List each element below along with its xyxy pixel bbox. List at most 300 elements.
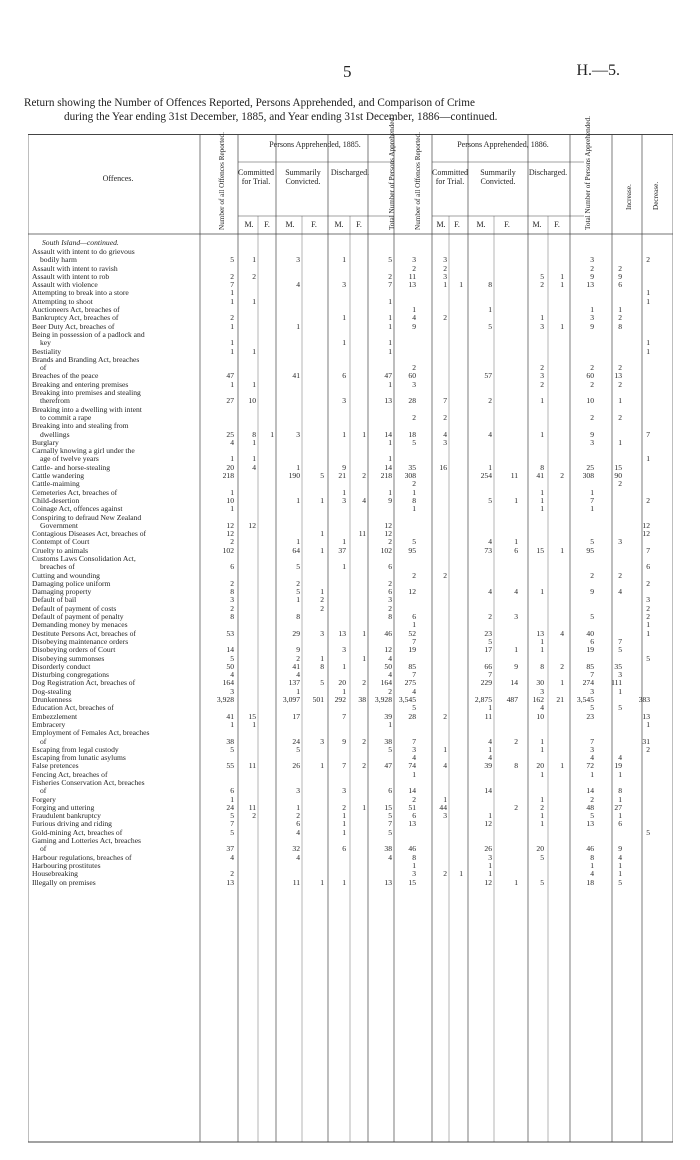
- table-row: [28, 630, 673, 638]
- cell-col-9: 60: [408, 371, 416, 381]
- cell-col-14: 2: [540, 280, 544, 290]
- table-row: [28, 364, 673, 372]
- offence-label: Default of payment of costs: [32, 604, 117, 613]
- table-row: [28, 638, 673, 646]
- offence-label: Harbour regulations, breaches of: [32, 853, 132, 862]
- table-row: [28, 422, 673, 430]
- table-row: [28, 497, 673, 505]
- offence-label: Cutting and wounding: [32, 571, 100, 580]
- cell-col-8: 1: [388, 487, 392, 497]
- cell-col-17: 2: [618, 479, 622, 489]
- header-committed-1885: Committed for Trial.: [238, 168, 274, 186]
- cell-col-14: 5: [540, 271, 544, 281]
- cell-col-18: 7: [646, 429, 650, 439]
- table-row: [28, 281, 673, 289]
- cell-col-5: 1: [320, 545, 324, 555]
- cell-col-8: 47: [384, 761, 392, 771]
- cell-col-16: 3: [590, 255, 594, 265]
- cell-col-9: 4: [412, 313, 416, 323]
- cell-col-18: 2: [646, 612, 650, 622]
- cell-col-17: 7: [618, 636, 622, 646]
- table-row: [28, 265, 673, 273]
- cell-col-4: 4: [296, 852, 300, 862]
- cell-col-16: 18: [586, 877, 594, 887]
- cell-col-9: 6: [412, 811, 416, 821]
- table-row: [28, 372, 673, 380]
- cell-col-9: 7: [412, 670, 416, 680]
- cell-col-12: 5: [488, 321, 492, 331]
- cell-col-9: 1: [412, 620, 416, 630]
- cell-col-17: 4: [618, 587, 622, 597]
- cell-col-14: 13: [536, 628, 544, 638]
- cell-col-17: 3: [618, 670, 622, 680]
- cell-col-17: 1: [618, 769, 622, 779]
- offence-label: Bankruptcy Act, breaches of: [32, 314, 119, 323]
- cell-col-14: 1: [540, 811, 544, 821]
- cell-col-16: 1: [590, 305, 594, 315]
- cell-col-1: 2: [230, 578, 234, 588]
- cell-col-13: 2: [514, 802, 518, 812]
- cell-col-8: 2: [388, 686, 392, 696]
- cell-col-14: 1: [540, 736, 544, 746]
- cell-col-8: 15: [384, 802, 392, 812]
- cell-col-7: 2: [362, 471, 366, 481]
- cell-col-15: 4: [560, 628, 564, 638]
- cell-col-1: 55: [226, 761, 234, 771]
- cell-col-18: 1: [646, 719, 650, 729]
- cell-col-4: 1: [296, 495, 300, 505]
- cell-col-14: 1: [540, 645, 544, 655]
- table-row: [28, 331, 673, 339]
- cell-col-1: 218: [222, 471, 234, 481]
- table-row: [28, 879, 673, 887]
- cell-col-10: 3: [443, 271, 447, 281]
- cell-col-14: 3: [540, 686, 544, 696]
- cell-col-17: 8: [618, 321, 622, 331]
- cell-col-8: 2: [388, 271, 392, 281]
- cell-col-2: 2: [252, 811, 256, 821]
- mf-label-7: F.: [454, 220, 460, 229]
- cell-col-14: 30: [536, 678, 544, 688]
- cell-col-4: 2: [296, 578, 300, 588]
- cell-col-16: 5: [590, 703, 594, 713]
- table-row: [28, 588, 673, 596]
- cell-col-18: 1: [646, 620, 650, 630]
- cell-col-10: 2: [443, 570, 447, 580]
- cell-col-16: 10: [586, 396, 594, 406]
- cell-col-17: 35: [614, 661, 622, 671]
- cell-col-1: 37: [226, 844, 234, 854]
- section-heading: South Island—continued.: [42, 238, 119, 247]
- cell-col-8: 218: [380, 471, 392, 481]
- cell-col-8: 1: [388, 321, 392, 331]
- offence-label: Assault with intent to do grievous: [32, 248, 135, 256]
- cell-col-12: 4: [488, 429, 492, 439]
- cell-col-10: 7: [443, 396, 447, 406]
- cell-col-7: 1: [362, 653, 366, 663]
- cell-col-9: 85: [408, 661, 416, 671]
- offence-label: Fisheries Conservation Act, breaches: [32, 779, 145, 787]
- cell-col-9: 7: [412, 636, 416, 646]
- cell-col-1: 2: [230, 869, 234, 879]
- cell-col-14: 10: [536, 711, 544, 721]
- offence-label: Brands and Branding Act, breaches: [32, 355, 140, 364]
- cell-col-8: 4: [388, 670, 392, 680]
- cell-col-1: 5: [230, 811, 234, 821]
- cell-col-9: 6: [412, 612, 416, 622]
- cell-col-6: 20: [338, 678, 346, 688]
- table-row: [28, 538, 673, 546]
- cell-col-1: 164: [222, 678, 234, 688]
- table-row: [28, 406, 673, 414]
- cell-col-12: 11: [484, 711, 492, 721]
- cell-col-14: 1: [540, 819, 544, 829]
- cell-col-10: 16: [439, 462, 447, 472]
- table-row: [28, 447, 673, 455]
- table-row: [28, 563, 673, 571]
- header-discharged-1886: Discharged.: [528, 168, 568, 177]
- mf-label-2: M.: [285, 220, 295, 229]
- cell-col-8: 12: [384, 645, 392, 655]
- cell-col-18: 2: [646, 255, 650, 265]
- cell-col-10: 1: [443, 744, 447, 754]
- cell-col-16: 2: [590, 570, 594, 580]
- cell-col-16: 4: [590, 753, 594, 763]
- cell-col-8: 1: [388, 346, 392, 356]
- cell-col-16: 25: [586, 462, 594, 472]
- offence-label: Cemeteries Act, breaches of: [32, 488, 118, 497]
- table-row: [28, 356, 673, 364]
- cell-col-14: 1: [540, 396, 544, 406]
- cell-col-4: 1: [296, 595, 300, 605]
- table-row: [28, 721, 673, 729]
- cell-col-1: 4: [230, 852, 234, 862]
- cell-col-9: 4: [412, 753, 416, 763]
- cell-col-17: 3: [618, 537, 622, 547]
- cell-col-17: 9: [618, 271, 622, 281]
- cell-col-2: 12: [248, 520, 256, 530]
- cell-col-5: 1: [320, 653, 324, 663]
- cell-col-17: 1: [618, 869, 622, 879]
- cell-col-18: 1: [646, 296, 650, 306]
- cell-col-10: 2: [443, 412, 447, 422]
- cell-col-6: 2: [342, 802, 346, 812]
- cell-col-9: 3,545: [398, 695, 416, 705]
- cell-col-1: 6: [230, 786, 234, 796]
- cell-col-10: 2: [443, 313, 447, 323]
- cell-col-6: 1: [342, 661, 346, 671]
- cell-col-6: 21: [338, 471, 346, 481]
- cell-col-18: 3: [646, 595, 650, 605]
- cell-col-16: 60: [586, 371, 594, 381]
- cell-col-12: 2: [488, 396, 492, 406]
- cell-col-12: 1: [488, 462, 492, 472]
- mf-label-0: M.: [244, 220, 254, 229]
- table-row: [28, 754, 673, 762]
- cell-col-17: 2: [618, 412, 622, 422]
- cell-col-6: 1: [342, 487, 346, 497]
- cell-col-9: 5: [412, 537, 416, 547]
- header-summarily-1886: Summarily Convicted.: [480, 168, 516, 186]
- cell-col-9: 275: [404, 678, 416, 688]
- cell-col-1: 6: [230, 562, 234, 572]
- cell-col-11: 1: [459, 869, 463, 879]
- cell-col-1: 4: [230, 437, 234, 447]
- page-reference: H.—5.: [576, 62, 620, 79]
- cell-col-16: 23: [586, 711, 594, 721]
- cell-col-4: 1: [296, 686, 300, 696]
- cell-col-13: 14: [510, 678, 518, 688]
- cell-col-4: 24: [292, 736, 300, 746]
- table-row: [28, 547, 673, 555]
- cell-col-2: 1: [252, 437, 256, 447]
- table-row: [28, 472, 673, 480]
- cell-col-12: 26: [484, 844, 492, 854]
- cell-col-9: 2: [412, 570, 416, 580]
- cell-col-12: 254: [480, 471, 492, 481]
- cell-col-16: 40: [586, 628, 594, 638]
- table-row: [28, 314, 673, 322]
- cell-col-17: 1: [618, 437, 622, 447]
- cell-col-10: 3: [443, 437, 447, 447]
- cell-col-13: 1: [514, 495, 518, 505]
- cell-col-9: 18: [408, 429, 416, 439]
- cell-col-4: 4: [296, 670, 300, 680]
- cell-col-1: 1: [230, 719, 234, 729]
- header-decrease: Decrease.: [652, 181, 660, 210]
- offence-label: Breaches of the peace: [32, 372, 99, 381]
- cell-col-14: 1: [540, 504, 544, 514]
- cell-col-8: 39: [384, 711, 392, 721]
- table-row: [28, 845, 673, 853]
- offence-label: Demanding money by menaces: [32, 621, 128, 630]
- offence-label: Breaking into and stealing from: [32, 422, 129, 431]
- cell-col-17: 1: [618, 860, 622, 870]
- cell-col-4: 4: [296, 827, 300, 837]
- cell-col-18: 6: [646, 562, 650, 572]
- cell-col-2: 1: [252, 379, 256, 389]
- table-row: [28, 555, 673, 563]
- cell-col-14: 1: [540, 487, 544, 497]
- cell-col-12: 229: [480, 678, 492, 688]
- cell-col-8: 1: [388, 437, 392, 447]
- cell-col-4: 5: [296, 587, 300, 597]
- header-reported-1885: Number of all Offences Reported.: [218, 132, 226, 230]
- table-row: [28, 854, 673, 862]
- cell-col-1: 1: [230, 346, 234, 356]
- cell-col-12: 5: [488, 636, 492, 646]
- cell-col-4: 41: [292, 661, 300, 671]
- cell-col-9: 2: [412, 412, 416, 422]
- cell-col-5: 1: [320, 761, 324, 771]
- cell-col-8: 13: [384, 396, 392, 406]
- cell-col-8: 1: [388, 313, 392, 323]
- cell-col-12: 23: [484, 628, 492, 638]
- cell-col-1: 5: [230, 744, 234, 754]
- cell-col-9: 9: [412, 321, 416, 331]
- mf-label-4: M.: [334, 220, 344, 229]
- table-row: [28, 273, 673, 281]
- cell-col-17: 1: [618, 794, 622, 804]
- offence-label: of: [40, 364, 47, 373]
- cell-col-9: 52: [408, 628, 416, 638]
- cell-col-15: 2: [560, 661, 564, 671]
- table-row: [28, 389, 673, 397]
- cell-col-9: 3: [412, 255, 416, 265]
- table-row: [28, 738, 673, 746]
- cell-col-16: 2: [590, 363, 594, 373]
- offence-label: therefrom: [40, 397, 70, 406]
- cell-col-1: 13: [226, 877, 234, 887]
- table-row: [28, 381, 673, 389]
- cell-col-5: 2: [320, 603, 324, 613]
- table-row: [28, 796, 673, 804]
- table-row: [28, 414, 673, 422]
- table-row: [28, 820, 673, 828]
- cell-col-4: 29: [292, 628, 300, 638]
- cell-col-1: 1: [230, 487, 234, 497]
- header-persons-1886: Persons Apprehended, 1886.: [457, 140, 549, 149]
- cell-col-7: 1: [362, 628, 366, 638]
- offence-label: Forging and uttering: [32, 803, 95, 812]
- cell-col-1: 50: [226, 661, 234, 671]
- cell-col-1: 47: [226, 371, 234, 381]
- cell-col-9: 46: [408, 844, 416, 854]
- header-reported-1886: Number of all Offences Reported.: [414, 132, 422, 230]
- table-row: [28, 837, 673, 845]
- cell-col-13: 4: [514, 587, 518, 597]
- cell-col-1: 1: [230, 794, 234, 804]
- page-number: 5: [343, 62, 352, 81]
- offence-label: Coinage Act, offences against: [32, 505, 123, 514]
- cell-col-1: 12: [226, 520, 234, 530]
- cell-col-9: 13: [408, 819, 416, 829]
- cell-col-13: 9: [514, 661, 518, 671]
- offence-label: Dog Registration Act, breaches of: [32, 679, 136, 688]
- offence-label: Damaging police uniform: [32, 579, 111, 588]
- cell-col-10: 3: [443, 811, 447, 821]
- cell-col-18: 1: [646, 288, 650, 298]
- offence-label: Embracery: [32, 720, 66, 729]
- cell-col-18: 2: [646, 495, 650, 505]
- cell-col-18: 383: [638, 695, 650, 705]
- cell-col-4: 1: [296, 802, 300, 812]
- title-line-2: during the Year ending 31st December, 1885, and Year ending 31st December, 1886—continued.: [64, 111, 498, 123]
- cell-col-6: 292: [334, 695, 346, 705]
- cell-col-13: 2: [514, 736, 518, 746]
- cell-col-16: 2: [590, 794, 594, 804]
- cell-col-14: 8: [540, 661, 544, 671]
- cell-col-9: 1: [412, 487, 416, 497]
- cell-col-8: 14: [384, 429, 392, 439]
- cell-col-10: 4: [443, 761, 447, 771]
- header-persons-1885: Persons Apprehended, 1885.: [269, 140, 361, 149]
- offence-label: Furious driving and riding: [32, 820, 112, 829]
- cell-col-7: 2: [362, 678, 366, 688]
- cell-col-18: 12: [642, 520, 650, 530]
- cell-col-16: 3,545: [576, 695, 594, 705]
- header-discharged-1885: Discharged.: [330, 168, 370, 177]
- cell-col-6: 3: [342, 396, 346, 406]
- cell-col-1: 8: [230, 587, 234, 597]
- cell-col-4: 3: [296, 255, 300, 265]
- cell-col-16: 7: [590, 495, 594, 505]
- offence-label: Cattle-maiming: [32, 480, 80, 489]
- offence-label: Employment of Females Act, breaches: [32, 729, 150, 738]
- cell-col-13: 6: [514, 545, 518, 555]
- mf-label-11: F.: [554, 220, 560, 229]
- offence-label: Attempting to break into a store: [32, 289, 129, 298]
- cell-col-16: 2: [590, 412, 594, 422]
- offence-label: Being in possession of a padlock and: [32, 330, 145, 339]
- cell-col-9: 15: [408, 877, 416, 887]
- cell-col-5: 5: [320, 471, 324, 481]
- offence-label: Disturbing congregations: [32, 671, 109, 680]
- cell-col-17: 9: [618, 844, 622, 854]
- table-row: [28, 530, 673, 538]
- cell-col-12: 8: [488, 280, 492, 290]
- cell-col-6: 1: [342, 877, 346, 887]
- mf-label-3: F.: [311, 220, 317, 229]
- table-row: [28, 522, 673, 530]
- cell-col-18: 1: [646, 628, 650, 638]
- cell-col-2: 1: [252, 346, 256, 356]
- offence-label: Disobeying orders of Court: [32, 646, 116, 655]
- cell-col-16: 274: [582, 678, 594, 688]
- cell-col-8: 4: [388, 852, 392, 862]
- offence-label: Bestiality: [32, 347, 62, 356]
- cell-col-8: 1: [388, 379, 392, 389]
- cell-col-4: 137: [288, 678, 300, 688]
- cell-col-16: 95: [586, 545, 594, 555]
- cell-col-13: 487: [506, 695, 518, 705]
- cell-col-18: 12: [642, 529, 650, 539]
- cell-col-5: 2: [320, 595, 324, 605]
- cell-col-6: 1: [342, 819, 346, 829]
- cell-col-8: 38: [384, 844, 392, 854]
- cell-col-17: 5: [618, 877, 622, 887]
- cell-col-12: 14: [484, 786, 492, 796]
- table-row: [28, 455, 673, 463]
- cell-col-15: 1: [560, 761, 564, 771]
- cell-col-1: 1: [230, 504, 234, 514]
- cell-col-15: 1: [560, 271, 564, 281]
- cell-col-1: 1: [230, 288, 234, 298]
- cell-col-8: 8: [388, 612, 392, 622]
- table-row: [28, 431, 673, 439]
- cell-col-18: 7: [646, 545, 650, 555]
- cell-col-18: 5: [646, 653, 650, 663]
- cell-col-18: 13: [642, 711, 650, 721]
- cell-col-17: 2: [618, 379, 622, 389]
- cell-col-6: 1: [342, 429, 346, 439]
- offence-label: Cattle wandering: [32, 472, 85, 481]
- cell-col-6: 3: [342, 280, 346, 290]
- cell-col-9: 28: [408, 711, 416, 721]
- cell-col-14: 1: [540, 313, 544, 323]
- table-rows: [28, 248, 673, 887]
- cell-col-8: 6: [388, 562, 392, 572]
- cell-col-15: 1: [560, 321, 564, 331]
- cell-col-16: 2: [590, 263, 594, 273]
- cell-col-17: 15: [614, 462, 622, 472]
- table-row: [28, 679, 673, 687]
- cell-col-6: 9: [342, 462, 346, 472]
- cell-col-9: 8: [412, 495, 416, 505]
- cell-col-16: 3: [590, 313, 594, 323]
- cell-col-17: 6: [618, 280, 622, 290]
- offence-label: Breaking into premises and stealing: [32, 389, 141, 398]
